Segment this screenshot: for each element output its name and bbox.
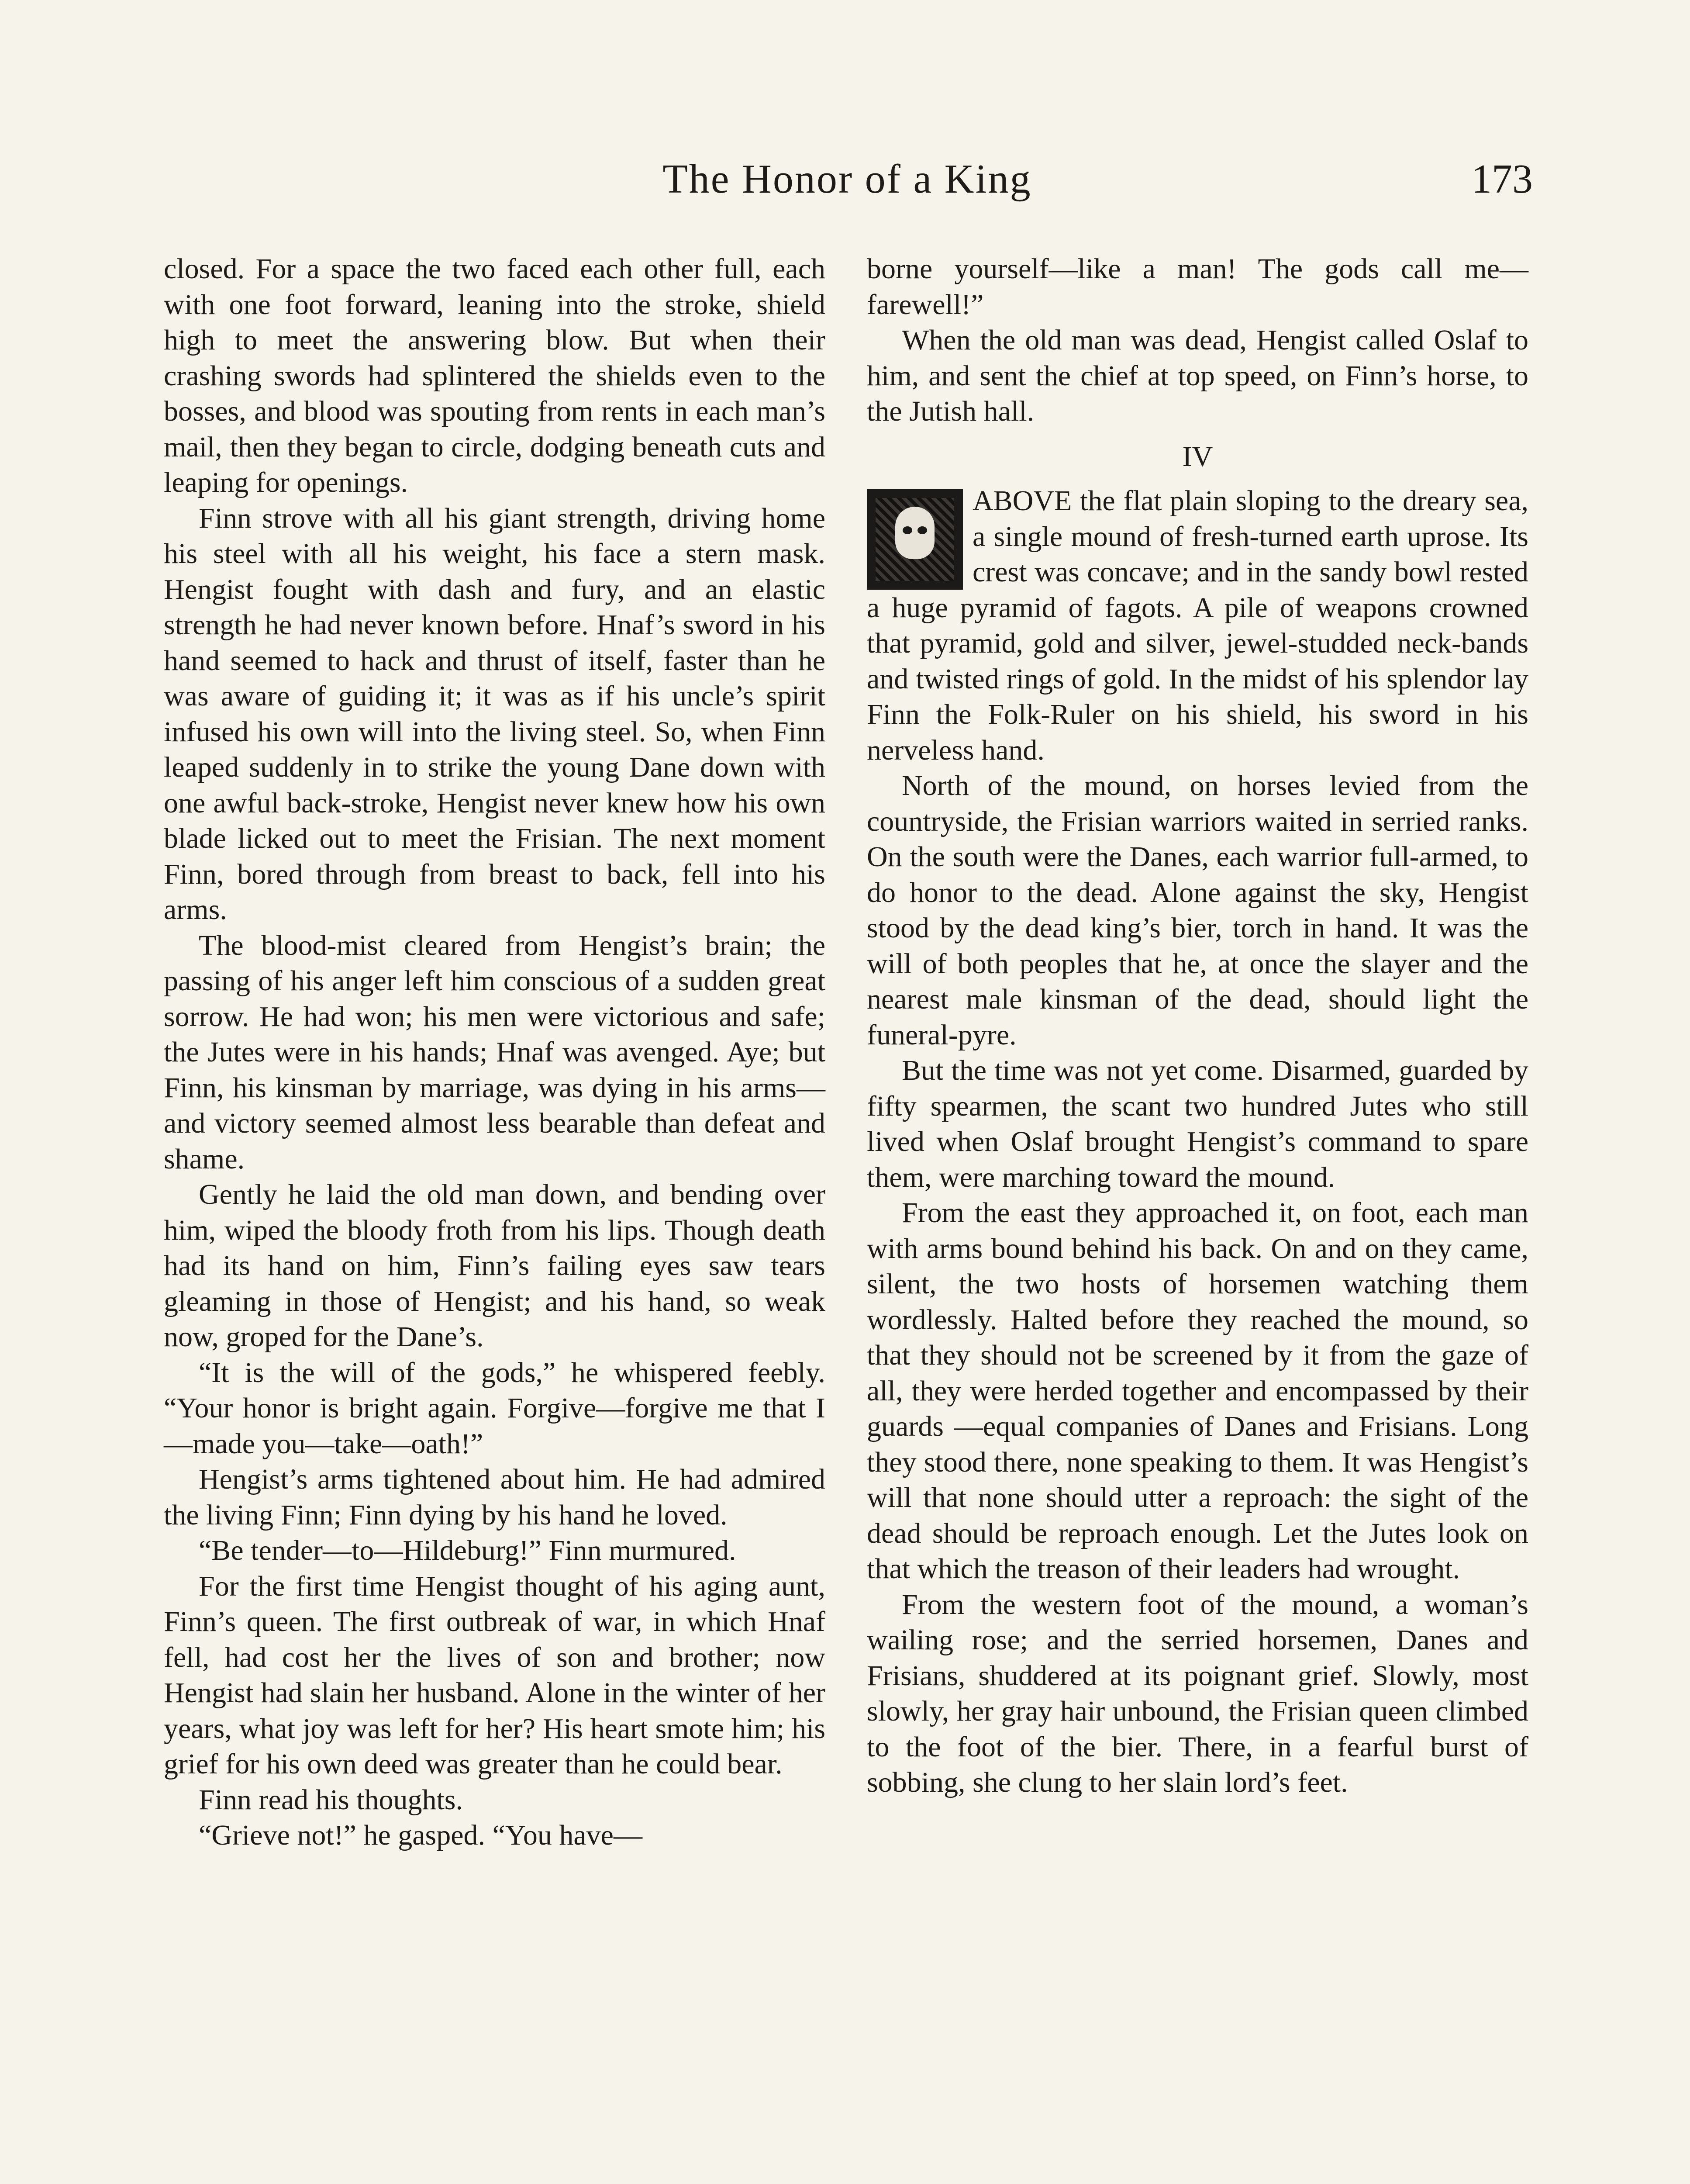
paragraph-text: ABOVE the flat plain sloping to the dreary sea, a single mound of fresh-turned earth uprose. Its crest was concave; and in the sandy bowl rested a huge pyramid of fagots. A pile of weapons crowned that pyramid, gold and silver, jewel-studded neck-bands and twisted rings of gold. In the midst of his splendor lay Finn the Folk-Ruler on his shield, his sword in his nerveless hand. xyxy=(867,485,1528,766)
paragraph-with-initial xyxy=(867,483,1528,768)
paragraph: For the first time Hengist thought of his aging aunt, Finn’s queen. The first outbreak of war, in which Hnaf fell, had cost her the lives of son and brother; now Hengist had slain her husband. Alone in the winter of her years, what joy was left for her? His heart smote him; his grief for his own deed was greater than he could bear. xyxy=(164,1570,825,1780)
ornamental-initial-icon xyxy=(867,489,963,590)
page-number: 173 xyxy=(1471,156,1533,202)
left-column xyxy=(164,251,825,1853)
paragraph: From the east they approached it, on foot, each man with arms bound behind his back. On and on they came, silent, the two hosts of horsemen watching them wordlessly. Halted before they reached the mound, so that they should not be screened by it from the gaze of all, they were herded together and encompassed by their guards —equal companies of Danes and Frisians. Long they stood there, none speaking to them. It was Hengist’s will that none should utter a reproach: the sight of the dead should be reproach enough. Let the Jutes look on that which the treason of their leaders had wrought. xyxy=(867,1197,1528,1585)
section-number: IV xyxy=(1182,440,1213,473)
paragraph: “It is the will of the gods,” he whispered feebly. “Your honor is bright again. Forgive—forgive me that I—made you—take—oath!” xyxy=(164,1356,825,1460)
paragraph: The blood-mist cleared from Hengist’s brain; the passing of his anger left him conscious of a sudden great sorrow. He had won; his men were victorious and safe; the Jutes were in his hands; Hnaf was avenged. Aye; but Finn, his kinsman by marriage, was dying in his arms—and victory seemed almost less bearable than defeat and shame. xyxy=(164,929,825,1175)
paragraph: Finn read his thoughts. xyxy=(199,1783,463,1816)
paragraph: “Be tender—to—Hildeburg!” Finn murmured. xyxy=(199,1534,736,1566)
paragraph: Hengist’s arms tightened about him. He had admired the living Finn; Finn dying by his hand he loved. xyxy=(164,1463,825,1531)
paragraph: But the time was not yet come. Disarmed, guarded by fifty spearmen, the scant two hundred Jutes who still lived when Oslaf brought Hengist’s command to spare them, were marching toward the mound. xyxy=(867,1054,1528,1193)
paragraph: borne yourself—like a man! The gods call me—farewell!” xyxy=(867,253,1528,321)
running-head xyxy=(162,153,1533,205)
paragraph: “Grieve not!” he gasped. “You have— xyxy=(199,1819,642,1851)
running-title: The Honor of a King xyxy=(662,156,1032,202)
paragraph: closed. For a space the two faced each other full, each with one foot forward, leaning into the stroke, shield high to meet the answering blow. But when their crashing swords had splintered the shields even to the bosses, and blood was spouting from rents in each man’s mail, then they began to circle, dodging beneath cuts and leaping for openings. xyxy=(164,253,825,498)
paragraph: North of the mound, on horses levied from the countryside, the Frisian warriors waited in serried ranks. On the south were the Danes, each warrior full-armed, to do honor to the dead. Alone against the sky, Hengist stood by the dead king’s bier, torch in hand. It was the will of both peoples that he, at once the slayer and the nearest male kinsman of the dead, should light the funeral-pyre. xyxy=(867,770,1528,1051)
paragraph: From the western foot of the mound, a woman’s wailing rose; and the serried horsemen, Danes and Frisians, shuddered at its poignant grief. Slowly, most slowly, her gray hair unbound, the Frisian queen climbed to the foot of the bier. There, in a fearful burst of sobbing, she clung to her slain lord’s feet. xyxy=(867,1588,1528,1798)
paragraph: When the old man was dead, Hengist called Oslaf to him, and sent the chief at top speed, on Finn’s horse, to the Jutish hall. xyxy=(867,324,1528,427)
paragraph: Gently he laid the old man down, and bending over him, wiped the bloody froth from his lips. Though death had its hand on him, Finn’s failing eyes saw tears gleaming in those of Hengist; and his hand, so weak now, groped for the Dane’s. xyxy=(164,1178,825,1353)
paragraph: Finn strove with all his giant strength, driving home his steel with all his weight, his face a stern mask. Hengist fought with dash and fury, and an elastic strength he had never known before. Hnaf’s sword in his hand seemed to hack and thrust of itself, faster than he was aware of guiding it; it was as if his uncle’s spirit infused his own will into the living steel. So, when Finn leaped suddenly in to strike the young Dane down with one awful back-stroke, Hengist never knew how his own blade licked out to meet the Frisian. The next moment Finn, bored through from breast to back, fell into his arms. xyxy=(164,502,825,926)
right-column xyxy=(867,251,1528,1800)
